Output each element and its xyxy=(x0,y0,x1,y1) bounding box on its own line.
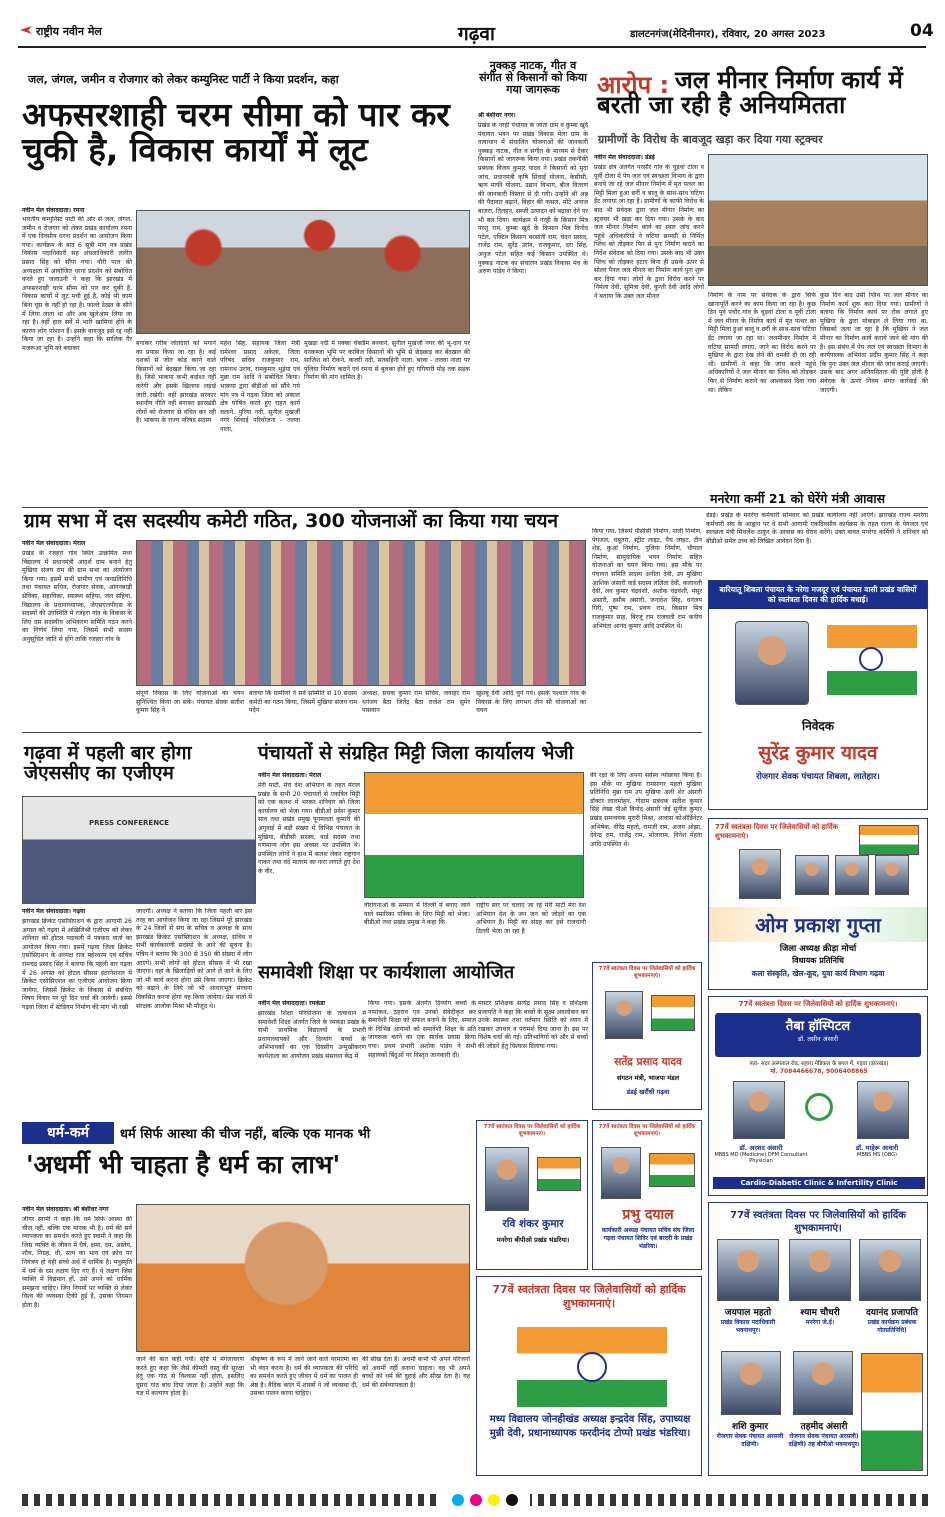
story-6-col-1: झारखंड क्रिकेट एसोसिएशन के द्वारा आगामी 26 अगस्त को गढ़वा में अखिलिश्री एजीएम को लेकर शनिवार को होटल पदावली में पत्रकार वार्ता का आयोजन किया गया। इसमें गढ़वा जिला क्रिकेट एसोसिएशन के अध्यक्ष राज महेश्वरम एवं सचिव रामचंद्र प्रसाद सिंह ने बताया कि पहली बार गढ़वा में 26 अगस्त को होटल सीसस इंटरनेशनल में क्रिकेट एसोसिएशन का एजीएम आयोजन किया जायेगा, जिसमें क्रिकेट के विकास से संबंधित विषय विचार पर पूरे दिन चर्चा की जायेगी। इससे गढ़वा जिला में स्टेडियम निर्माण की मांग भी रखी xyxy=(22,918,132,1011)
story-4-col-2: संपूर्ण विकास के लिए योजनाओं का चयन सुनिश्चित किया जा सके। पंचायत सेवक सतीश कुमार सिंह ने xyxy=(136,690,244,715)
ad-8-person-3-name: दयानंद प्रजापति xyxy=(866,1308,918,1318)
ad-8-person-1-name: जयपाल महतो xyxy=(724,1308,772,1318)
ad-2-header: 77वें स्वतंत्रता दिवस पर जिलेवासियों को हार्दिक शुभकामनाएं। xyxy=(715,823,839,840)
story-3-col-2: निर्माण के नाम पर संवेदक के द्वारा सिर्फ खानापूर्ति करने का काम किया जा रहा है। कुछ दिन पूर्व पचौर गांव के चुड़वां टोला व पूर्वी टोला में जल मीनार के निर्माण कार्य में मृत पत्थर का मिट्टी मिला हुआ बालू व छर्री के साथ-साथ घटिया ईंट लगाया जा रहा था। जलमीनार निर्माण में घटिया सामग्री लगाए, जाने का विरोध करने पर मुखिया के द्वारा देख लेने की धमकी दी जा रही थी। ग्रामीणों ने कहा कि जांच करने पहुंचे अधिकारियों ने जल मीनार का प्लिंथ को तोड़कर फिर से निर्माण कराने का आश्वासन दिया गया था। लेकिन xyxy=(708,292,816,394)
ad-bhawnathpur-officials xyxy=(708,1202,928,1476)
dateline: डालटनगंज(मेदिनीनगर), रविवार, 20 अगस्त 2023 xyxy=(630,29,826,40)
registration-swatches xyxy=(440,1494,530,1506)
magenta-swatch xyxy=(470,1494,482,1506)
story-7-col-3: राष्ट्रीय स्तर पर चलाए जा रहे मेरी माटी मेरा देश अभियान देश के जन जन को जोड़ने का एक अभियान है। मिट्टी का संग्रह कर इसे राजधानी दिल्ली भेजा जा रहा है xyxy=(476,902,586,935)
ad-2-title: जिला अध्यक्ष क्रीड़ा मोर्चा xyxy=(779,944,857,954)
story-3-headline: जल मीनार निर्माण कार्य में बरती जा रही है अनियमितता xyxy=(597,66,903,120)
story-9-col-4b: की सीख देता है। अधर्मी कभी भी अपने परिजनों को अधर्मी नहीं बनाना चाहता। वह भी अपने बच्चों को धर्म की दुहाई और सीख देता है। यह धर्म की सर्वव्यापकता है। xyxy=(362,1356,470,1389)
story-4-col-3: बताया कि ग्रामीणों ने सर्व सम्मिति से 10 सदस्य कमेटी का गठन किया, जिसमें मुखिया संजय राम पदेन xyxy=(249,690,357,715)
story-4-photo xyxy=(136,540,586,686)
divider-2 xyxy=(22,732,702,733)
ad-6-header: 77वें स्वतंत्रता दिवस पर जिलेवासियों को हार्दिक शुभकामनाएं। xyxy=(598,1124,696,1137)
ad-5-portrait xyxy=(485,1147,529,1211)
masthead xyxy=(18,18,934,48)
story-8-headline: समावेशी शिक्षा पर कार्यशाला आयोजित xyxy=(258,962,515,983)
story-8-byline: नवीन मेल संवाददाता। रमकंडा xyxy=(258,1000,326,1007)
story-9-kicker: धर्म-कर्म xyxy=(22,1122,114,1144)
story-9-headline: 'अधर्मी भी चाहता है धर्म का लाभ' xyxy=(26,1150,341,1179)
ad-om-prakash-gupta xyxy=(708,818,928,990)
ad-5-name: रवि शंकर कुमार xyxy=(502,1218,564,1230)
story-1-photo xyxy=(136,210,470,334)
ad-4-footer: Cardio-Diabetic Clinic & Infertility Clinic xyxy=(713,1177,925,1189)
ad-1-label: निवेदक xyxy=(801,719,835,733)
ad-taiba-hospital xyxy=(708,996,928,1196)
ad-8-person-2-name: श्याम चौधरी xyxy=(800,1308,840,1318)
section-title: गढ़वा xyxy=(458,23,495,45)
story-6-photo-banner: PRESS CONFERENCE xyxy=(89,819,169,827)
story-6-byline: नवीन मेल संवाददाता। गढ़वा xyxy=(22,908,86,915)
ad-2-portrait-1 xyxy=(739,849,781,899)
ad-4-hospital-name: तैबा हॉस्पिटल xyxy=(785,1019,851,1034)
ad-2-sub2: कला संस्कृति, खेल-कूद, युवा कार्य विभाग गढ़वा xyxy=(751,969,885,978)
ad-satendra-yadav xyxy=(592,962,702,1110)
story-7-col-1: मेरी माटी, मेरा देश अभियान के तहत मेराल प्रखंड के सभी 20 पंचायतों से एकत्रित मिट्टी को एक कलश में भरकर शनिवार को जिला कार्यालय को भेजा गया। बीडीओ प्रवेश कुमार साव तथा प्रखंड प्रमुख पूनमलता कुमारी की अगुवाई में बड़ी संख्या में विभिन्न पंचायत के मुखिया, बीडीसी सदस्य, वार्ड सदस्य तथा गणमान्य लोग इस अवसर पर उपस्थित थे। उपस्थित लोगों ने हाथ में कलश लेकर राष्ट्रगान गाकर तथा वंदे मातरम का नारा लगाते हुए देश के वीर, xyxy=(258,782,360,875)
story-6-col-2: जाएगी। अध्यक्ष ने बताया कि जिला पहली बार इस तरह का आयोजन किया जा रहा जिसमें पूरे झारखंड के 24 जिलों से संघ के सचिव व अध्यक्ष के साथ झारखंड क्रिकेट एसोसिएशन के अध्यक्ष, सचिव व सभी कार्यकारणी सदस्यों के आने की सूचना है। पत्रिय ने बताया कि 300 से 350 की संख्या में लोग आएंगे। सभी लोगों को होटल सीसस में भी रखा जाएगा। वहां के खिलाड़ियों को आगे ले जाने के लिए जो भी कार्य करना होगा उसे किया जाएगा। क्रिकेट को बढ़ाने के लिये जो भी आधारभूत संरचना विकसित करना होगा वह किया जायेगा। प्रेस वार्ता में संरक्षक आलोक मिश्रा भी मौजूद थे। xyxy=(136,908,252,1010)
ad-4-doc-1-name: डॉ. अरशद अंसारी xyxy=(739,1144,783,1152)
story-3-kicker: आरोप : xyxy=(597,71,670,99)
story-2-text: प्रखंड के नरही पंचायत के जाता ग्राम व कुम्बा खुर्द पंचायत भवन पर प्रखंड विकास मेला ग्राम के तत्वाधान में संचालित योजनाओं की जानकारी नुक्कड़ नाटक, गीत व संगीत के माध्यम से देकर किसानों को जागरूक किया गया। प्रखंड तकनीकी प्रबंधक विजय कुमार यादव ने किसानों को मृदा जांच, प्रधानमंत्री कृषि सिंचाई योजना, केसीसी, ऋण माफी योजना, उद्यान विभाग, बीज वितरण की जानकारी विस्तार से दी गयी। उन्होंने श्री अन्न की पैदावार बढ़ाने, बिहार की फसल, मोटे अनाज बाजरा, तिलहन, सब्जी उत्पादन को बढ़ावा देने पर भी बल दिया। कार्यक्रम में नरही के किसान मित्र परशु राम, कुम्बा खुर्द के किसान मित्र विनोद पटेल, एक्टिव किसान बरसाती राम, चंदन प्रसाद, राजेंद्र राम, सुरेंद्र उरांव, राजकुमार, दरा सिंह, अनुज पटेल सहित कई किसान उपस्थित थे। नुक्कड़ नाटक का संचालन प्रखंड विकास मंच के अरुण पांडेय ने किया। xyxy=(478,122,588,276)
ad-2-portrait-4 xyxy=(875,855,909,895)
ad-1-name: सुरेंद्र कुमार यादव xyxy=(758,742,878,764)
story-6-headline: गढ़वा में पहली बार होगा जेएससीए का एजीएम xyxy=(24,742,192,784)
ad-8-person-2-title: मनरेगा जे.ई। xyxy=(805,1319,835,1326)
ad-1-header: बारियातू शिबला पंचायत के नरेगा मजदूर एवं पंचायत वासी प्रखंड वासियों को स्वतंत्रता दिवस की हार्दिक बधाई। xyxy=(709,581,927,609)
story-3-byline: नवीन मेल संवाददाता। डंडई xyxy=(594,154,655,161)
story-9-col-2: जाने की बात कही गयी। सृष्टि में मंगलाचरण करते हुए कहा कि जैसे कीमती वस्तु की सुरक्षा हेतु एक गांठ से विश्वास नहीं होता, इसलिए दूसरा गांठ बांध दिया जाता है। उन्होंने कहा कि यज्ञ में कल्याण होता है। xyxy=(136,1356,244,1398)
ad-madhya-vidyalaya xyxy=(476,1276,702,1476)
story-1-col-4: मुखड़ा नदी में पक्का चेकडैम बनवाने, सुनील मुखर्जी नगर की भू-दान पर वनकब्जा भूमि पर काबिज किसानों की भूमि से छेड़छाड़ कर बेदखल की साजिश को रोकने, कजरी नदी, सतबहिनी नाला, बरवा - तलवा नाला पर पुलिया निर्माण कराने एवं रमना से बुलका होते हुए गगियारी मोड़ तक सड़क निर्माण की मांग शामिल है। xyxy=(304,340,470,382)
ad-1-title: रोजगार सेवक पंचायत शिबला, लातेहार। xyxy=(756,772,880,782)
ad-1-chakra-icon xyxy=(859,647,883,671)
ad-2-flag xyxy=(859,825,919,855)
story-9-byline: नवीन मेल संवाददाता। श्री बंशीधर नगर xyxy=(22,1206,109,1213)
ad-8-portrait-2 xyxy=(789,1239,851,1301)
story-5-text: डंडई। प्रखंड के मनरेगा कर्मचारी सोमवार को प्रखंड कार्यालय नहीं आएंगे। झारखंड राज्य मनरेगा कर्मचारी संघ के आह्वान पर वे सभी आगामी एकदिवसीय कार्यक्रम के तहत राज्य के पेयजल एवं स्वच्छता मंत्री मिथलेश ठाकुर के आवास का घेराव करेंगे। उक्त बावत मनरेगा कर्मियों ने शनिवार को बीडीओ समेत उच्च को लिखित आवेदन दिया है। xyxy=(706,512,928,545)
ad-8-portrait-1 xyxy=(717,1239,779,1301)
story-1-headline: अफसरशाही चरम सीमा को पार कर चुकी है, विकास कार्यों में लूट xyxy=(22,95,450,169)
page-number: 04 xyxy=(910,21,934,41)
story-7-byline: नवीन मेल संवाददाता। मेराल xyxy=(258,772,322,779)
ad-5-title: मनरेगा बीपीओ प्रखंड भंडरिया। xyxy=(496,1236,570,1244)
ad-prabhu-dayal xyxy=(592,1120,702,1270)
story-4-byline: नवीन मेल संवाददाता। मेराल xyxy=(22,540,86,547)
story-1-col-2: बनाकर गरीब जोतदारों को भगाने का प्रयास किया जा रहा है। कई दशकों से जोत कोड़ करने वाले किसानों को बेदखल किया जा रहा है। जिसे भाकपा कभी बर्दाश्त नहीं करेगी और इसके खिलाफ लड़ाई जारी रखेगी। वहीं झारखंड सरकार स्थानीय नीति नहीं बनाकर झारखंडी लोगों को रोजगार से वंचित कर रही है। भाकपा के राज्य परिषद सदस्य xyxy=(136,340,216,425)
story-9-col-1: जीयर स्वामी ने कहा कि धर्म सिर्फ आस्था की चीज नहीं, बल्कि एक मानक भी है। धर्म की सर्व व्यापकता का समर्थन करते हुए स्वामी ने कहा कि जिस व्यक्ति के जीवन में धैर्य, क्षमा, दम, अस्तेय, शौच, निग्रह, धी, सत्य का भाव एवं क्रोध पर नियंत्रण हो वही सच्चे अर्थ में धार्मिक है। मनुस्मृति में धर्म के दस लक्षण दिए गए हैं। ये लक्षण जिस व्यक्ति में विद्यमान हों, उसे अपने को धार्मिक समझना चाहिए। जिन नियमों पर व्यक्ति से लेकर विश्व की व्यवस्था टिकी हुई है, उसका नियमन होता है। xyxy=(22,1216,132,1309)
story-7-col-4: की रक्षा के लिए अपना सर्वस्व न्योछावर किया है। इस मौके पर मुखिया रामसागर महतो मुखिया प्रतिनिधि मुन्ना राम उप मुखिया अली शेर अंसारी डॉक्टर लालमोहन, गोदाम प्रबंधक सतीश कुमार सिंह लेखा पीओ विनोद अंसारी जेई सुनील कुमार प्रखंड समन्वयक मुरारी मिश्रा, आवास कोऑर्डिनेटर अभिषेक, वीरेंद्र महतो, रामजी राम, अजय ओझा, देवेन्द्र राम, राजेंद्र राम, भोलाराम, विनेश मेहता आदि उपस्थित थे। xyxy=(590,772,702,848)
ad-3-flag xyxy=(651,995,695,1031)
story-8-col-3: मास्टर प्रशिक्षक सत्येंद्र प्रसाद सिंह व प्रशिक्षक प्रजापति ने कहा कि बच्चों के सूक्ष्म अवलोकन कर उनके स्वास्थ्य तथा वर्तमान स्थिति को ध्यान में रखकर उपचार व परामर्श दिया जाना है। इस पर विशेष चर्चा की गई। प्रतिभागियों को और से बच्चों की जोड़ने हेतु विश्वास दिलाया गया। xyxy=(478,1000,588,1050)
ad-3-header: 77वें स्वतंत्रता दिवस पर जिलेवासियों को हार्दिक शुभकामनाएं। xyxy=(598,966,696,979)
black-swatch xyxy=(506,1494,518,1506)
story-8-col-1: झारखंड शिक्षा परियोजना के तत्वाधान में समावेशी शिक्षा अंतर्गत जिले के रमकंडा प्रखंड के सभी प्राथमिक विद्यालयों के प्रभारी प्रधानाध्यापकों और दिव्यांग बच्चों के अभिभावकों का एक दिवसीय उन्मुखीकरण कार्यशाला का आयोजन प्रखंड संसाधन केंद्र में xyxy=(258,1010,366,1060)
ad-4-hospital-banner xyxy=(715,1013,921,1057)
ad-2-name: ओम प्रकाश गुप्ता xyxy=(709,907,927,942)
ad-5-header: 77वें स्वतंत्रता दिवस पर जिलेवासियों को हार्दिक शुभकामनाएं। xyxy=(483,1124,581,1137)
ad-6-name: प्रभु दयाल xyxy=(622,1207,674,1223)
ad-8-person-5-title: रोजगार सेवक पंचायत अरसली) दक्षिणी) तह बीपीओ भवनाथपुर। xyxy=(788,1433,860,1448)
ad-7-header: 77वें स्वतंत्रता दिवस पर जिलेवासियों को हार्दिक शुभकामनाएं। xyxy=(492,1283,686,1310)
ad-6-flag xyxy=(649,1153,695,1187)
ad-2-portrait-2 xyxy=(795,855,829,895)
ad-8-portrait-3 xyxy=(859,1239,921,1301)
ad-4-stethoscope-icon xyxy=(805,1093,833,1121)
ad-8-person-3-title: प्रखंड कार्यक्रम प्रबंधक गोतप्रतिनिधि) xyxy=(867,1319,917,1334)
ad-4-doc-2-name: डॉ. माहेरू आवारी xyxy=(855,1144,899,1152)
story-4-col-6: किया गया, जिसमें पीसीसी निर्माण, नाली निर्माण, पेयजल, चबूतरा, स्ट्रीट लाइट, पैच लाइट, टीन शेड, कुआं निर्माण, पुलिया निर्माण, चौपाल निर्माण, सामुदायिक भवन निर्माण सहित योजनाओं का चयन किया गया। इस मौके पर पंचायत समिति सदस्य अनीता देवी, उप मुखिया आशिक अंसारी वार्ड सदस्य ललिता देवी, कलावती देवी, लव कुमार चंद्रवंशी, अशोक चंद्रवंशी, मंसूर अंसारी, हसीब अंसारी, जनादेश सिंह, धनंजय गिरी, पुष्प राम, प्रवण राम, किसान मित्र राजकुमार साह, बिरजू राम राजवली राम कनीय अभियंता आनंद कुमार आदि उपस्थित थे। xyxy=(592,528,702,630)
story-9-col-3: श्रीकृष्ण के रूप में जाने जाने वाले परमात्मा का भी वंदन करना है। धर्म की व्यापकता की परिधि का समर्थन करते हुए जीवन में धर्म का पालन ही श्रेष्ठ है। वैदिक काल में शास्त्रों ने जो व्यवस्था दी, उसका पालन करना चाहिए। xyxy=(250,1356,358,1398)
cyan-swatch xyxy=(452,1494,464,1506)
divider-1 xyxy=(22,507,928,508)
ad-2-portrait-3 xyxy=(835,855,869,895)
story-8-col-2: किया गया। इसके अंतर्गत दिव्यांग बच्चों के नामांकन, ठहराव एवं उनको संवेदीकृत कर समावेशी शिक्षा को सफल बनाने के लिए, समाज के विभिन्न आयामों को समावेशी शिक्षा के प्रति जागरूक करने का एक सार्थक प्रयास किया गया। प्रथम प्रभारी अशोक पांडेय ने सभी सहायकों बिंदुओं पर विस्तृत जानकारी दी। xyxy=(368,1000,476,1059)
ad-4-address: पता- सदर अस्पताल रोड, सहारा मेडिकल के बगल में, गढ़वा (झारखंड) xyxy=(749,1061,889,1067)
ad-ravi-shankar xyxy=(476,1120,588,1270)
ad-2-subtitle: विधायक प्रतिनिधि xyxy=(792,956,844,965)
story-2-byline: श्री बंशीधर नगर। xyxy=(478,112,516,119)
ad-4-doc-1-deg: MBBS MD (Medicine) DFM Consultant Physician xyxy=(714,1152,808,1164)
yellow-swatch xyxy=(488,1494,500,1506)
ad-5-flag xyxy=(537,1157,581,1191)
ad-4-doc-2-deg: MBBS MS (OBG) xyxy=(857,1152,897,1158)
story-1-byline: नवीन मेल संवाददाता। रमना xyxy=(22,207,85,214)
ad-4-phone: मो. 7084466678, 9006408865 xyxy=(770,1068,868,1075)
story-1-kicker: जल, जंगल, जमीन व रोजगार को लेकर कम्युनिस्ट पार्टी ने किया प्रदर्शन, कहा xyxy=(28,73,339,86)
ad-8-person-4-title: रोजगार सेवक पंचायत अरसली दक्षिणी। xyxy=(716,1433,784,1448)
ad-3-subtitle: डंडई खरौंधी गढ़वा xyxy=(626,1088,670,1096)
ad-8-header: 77वें स्वतंत्रता दिवस पर जिलेवासियों को हार्दिक शुभकामनाएं। xyxy=(730,1210,906,1234)
ad-surendra-yadav xyxy=(708,580,928,810)
story-7-headline: पंचायतों से संग्रहित मिट्टी जिला कार्यालय भेजी xyxy=(258,742,574,764)
story-7-col-2: वीरांगनाओं के सम्मान में दिल्ली में बनाए जाने वाले स्मारिका पत्रिका के लिए मिट्टी को भेजा। बीडीओ तथा प्रखंड प्रमुख ने कहा कि xyxy=(364,902,470,927)
bird-logo-icon xyxy=(20,26,32,34)
ad-6-title: कार्यकारी अध्यक्ष पंचायत सचिव संघ जिला गढ़वा पंचायत शिविर एवं बरदरी के प्रखंड भंडरिया। xyxy=(601,1227,695,1250)
ad-1-portrait xyxy=(735,621,809,705)
story-4-headline: ग्राम सभा में दस सदस्यीय कमेटी गठित, 300 योजनाओं का किया गया चयन xyxy=(24,510,559,532)
ad-3-portrait xyxy=(605,991,643,1039)
ad-4-doc-head: डॉ. तसीन अंसारी xyxy=(797,1035,839,1043)
ad-4-doctor-2 xyxy=(857,1081,909,1139)
ad-8-flag xyxy=(861,1353,923,1471)
paper-name: राष्ट्रीय नवीन मेल xyxy=(36,25,102,38)
story-1-col-3: महेश सिंह, सहायक जिला मंत्री रामेश्वर प्रसाद अकेला, जिला परिषद सचिव राजकुमार राम, रामनाथ उरांव, रामकुमार भुइंयां एवं मुन्ना राम आदि ने संबोधित किया। भाकपा द्वारा बीडीओ को सौंपे गये मांग पत्र में गढ़वा जिला को अकाल क्षेत्र घोषित करते हुए राहत कार्य चलाने, पुरिया नदी, सुनील मुखर्जी नगर सिंचाई परियोजना - तलवा नाला, xyxy=(220,340,300,433)
ad-4-header: 77वें स्वतंत्रता दिवस पर जिलेवासियों को हार्दिक शुभकामनाएं। xyxy=(738,1000,898,1008)
ad-3-name: सतेंद्र प्रसाद यादव xyxy=(614,1056,682,1068)
ad-6-portrait xyxy=(601,1147,641,1199)
ad-3-title: संगठन मंत्री, भाजपा मंडल xyxy=(616,1074,680,1082)
ad-8-portrait-4 xyxy=(721,1351,781,1415)
ad-8-portrait-5 xyxy=(793,1351,853,1415)
story-2-headline: नुक्कड़ नाटक, गीत व संगीत से किसानों को किया गया जागरूक xyxy=(479,59,587,96)
story-3-col-3: कुछ दिन बाद उसी प्लिंथ पर जल मीनार का निर्माण कार्य शुरू करा दिया गया। ग्रामीणों ने बताया कि निर्माण कार्य पर रोक लगाते हुए मुखिया के द्वारा मोबाइल ले लिया गया था, जिसको जला जा रहा है कि मुखिया ने जल मीनार का निर्माण कार्य कराये जाने की मांग की है। इस संबंध में पेय जल एवं स्वच्छता विभाग के कार्यपालक अभियंता प्रदीप कुमार सिंह ने कहा कि पुनः उक्त जल मीनार की जांच कराई जाएगी। उसके बाद अगर अनियमितता की पुष्टि होती है संवेदक के ऊपर नियम संगत कार्रवाई की जाएगी। xyxy=(820,292,928,394)
story-4-col-4: अध्यक्ष, सचक कुमार राम सचिव, जवाहर राम धनंजय बैठा जितेंद्र बैठा राजेश राम सुमेर पासवान xyxy=(362,690,470,715)
story-9-deck: धर्म सिर्फ आस्था की चीज नहीं, बल्कि एक मानक भी xyxy=(120,1127,371,1142)
ad-8-person-5-name: तहमीद अंसारी xyxy=(800,1422,848,1432)
story-9-photo xyxy=(136,1204,470,1352)
story-4-col-5: खुशबू देवी आदि चुने गये। इसके पश्चात गांव के विकास के लिए लगभग तीन सौ योजनाओं का चयन xyxy=(476,690,586,715)
story-1-col-1: भारतीय कम्युनिस्ट पार्टी की ओर से जल, जंगल, जमीन व रोजगार को लेकर प्रखंड कार्यालय रमना में एक दिवसीय धरना प्रदर्शन का आयोजन किया गया। कार्यक्रम के बाद 6 सूत्री मांग पत्र प्रखंड विकास पदाधिकारी सह अंचलाधिकारी ललीत प्रसाद सिंह को सौंपा गया। नौरी पाल की अध्यक्षता में आयोजित धरना प्रदर्शन को संबोधित करते हुए जलाउनी ने कहा कि झारखंड में अफसरशाही चरम सीमा को पार कर चुकी है, विकास कार्यों में लूट मची हुई है, कोई भी काम बिना घूस के नहीं हो रहा है। फाल्ते देखत के सीने में लिया जाता था और अब खुलेआम लिया जा रहा है। वहीं हाल सर्वे में भारी खामियां होने के कारण लोग परेशान हैं। इसके बावजूद इसे रद्द नहीं किया जा रहा है। उन्होंने कहा कि सालिक गैर मजरूआ भूमि को बचाकर xyxy=(22,216,132,352)
story-3-photo xyxy=(708,154,928,286)
ad-7-footer: मध्य विद्यालय जोनहीखंड अध्यक्ष इन्द्रदेव सिंह, उपाध्यक्ष मुन्नी देवी, प्रधानाध्यापक फरदीनंद टोप्पो प्रखंड भंडरिया। xyxy=(489,1414,691,1439)
story-6-photo xyxy=(22,796,256,904)
story-7-photo xyxy=(364,772,584,898)
story-3-subhead: ग्रामीणों के विरोध के बावजूद खड़ा कर दिया गया स्ट्रक्चर xyxy=(598,133,823,146)
ad-7-chakra-icon xyxy=(577,1352,607,1382)
ad-8-person-1-title: प्रखंड विकास पदाधिकारी भवनाथपुर। xyxy=(720,1319,776,1334)
story-5-headline: मनरेगा कर्मी 21 को घेरेंगे मंत्री आवास xyxy=(710,491,886,506)
story-3-col-1: प्रखंड क्षेत्र अंतर्गत परसौर गांव के चुड़वां टोला व पूर्वी टोला में पेय जल एवं स्वच्छता विभाग के द्वारा बनाये जा रहे जल मीनार निर्माण में मृत पत्थर का मिट्टी मिला हुआ छर्री व बालू के साथ-साथ घटिया ईंट लगाया जा रहा है। ग्रामीणों के काफी विरोध के बाद भी संवेदक द्वारा जल मीनार निर्माण का स्ट्रक्चर भी खड़ा कर दिया गया। उसके के बाद जल मीनार निर्माण कार्य का स्थल जांच करने पहुंचे अधिकारियों ने घटिया सामग्री से निर्मित प्लिंथ को तोड़कर फिर से पुनः निर्माण कराने का निर्देश संवेदक को दिया गया। उसके बाद भी उक्त प्लिंथ को तोड़कर हटाए बिना ही उसके ऊपर से सोलर पैनल जल मीनार का निर्माण कार्य पुनः शुरू कर दिया गया। लोगों के द्वारा विरोध करने पर निर्मला देवी, सुमित्रा देवी, कुन्ती देवी आदि लोगों ने बताया कि उक्त जल मीनार xyxy=(594,164,704,300)
ad-4-doctor-1 xyxy=(733,1081,785,1139)
story-4-col-1: प्रखंड के रजहरा गांव स्थित उत्क्रमित मध्य विद्यालय में प्रधानमंत्री आदर्श ग्राम बनाने हेतु मुखिया संजय राम की ग्राम सभा का आयोजन किया गया। इसमें सभी ग्रामीण एवं जनप्रतिनिधि तथा पंचायत सचिव, रोजगार सेवक, आंगनबाड़ी सेविका, सहायिका, स्वास्थ्य सहिया, जल सहिया, विद्यालय के प्रधानाध्यापक, जेएसएलपीएस के सदस्यों की उपस्थिति में रजहरा गांव के विकास के लिए दस सदस्यीय अभिकरण समिति गठन करने का निर्णय लिया गया, जिसमें सभी सदस्य अनुसूचित जाति से होंगे ताकि रजहरा गांव के xyxy=(22,550,132,643)
ad-8-person-4-name: शशि कुमार xyxy=(731,1422,768,1432)
